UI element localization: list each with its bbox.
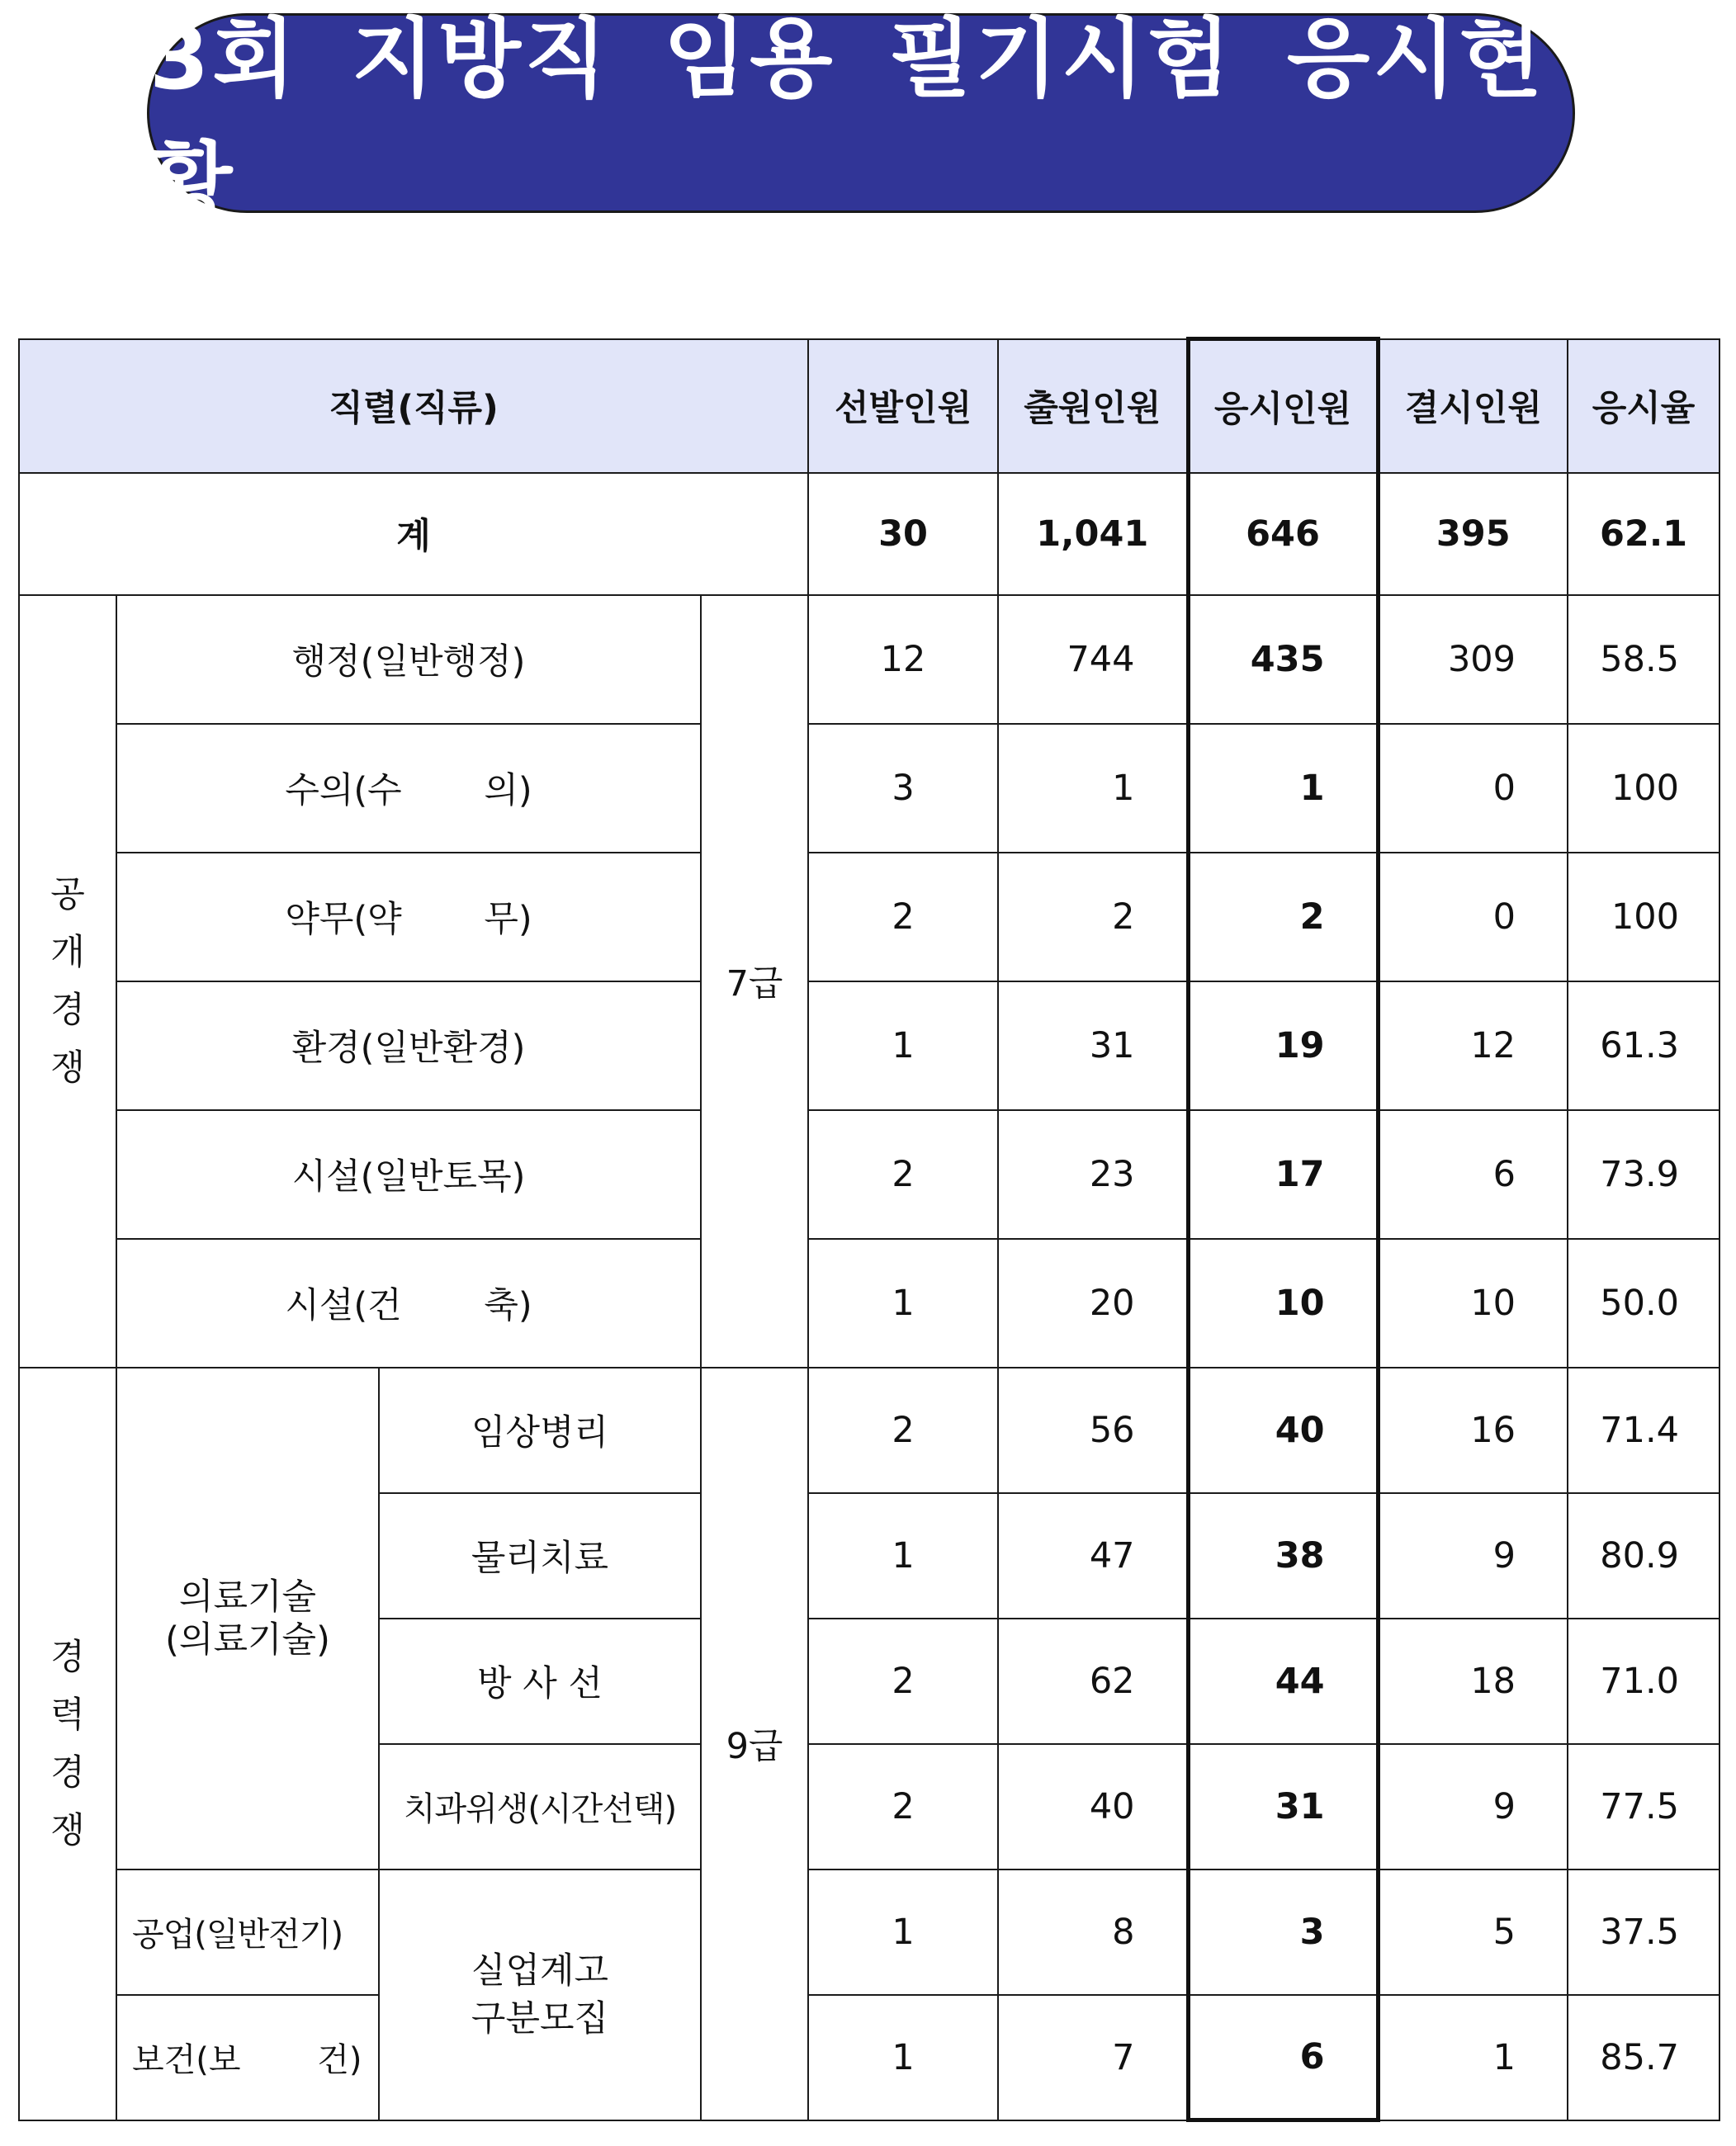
row-label: 공업(일반전기) xyxy=(116,1869,379,1995)
cell-attended: 6 xyxy=(1188,1995,1378,2120)
cell-absent: 0 xyxy=(1378,724,1568,853)
cell-selected: 2 xyxy=(808,853,998,981)
cell-attended: 2 xyxy=(1188,853,1378,981)
table-row xyxy=(19,595,1719,724)
total-selected: 30 xyxy=(808,473,998,595)
total-row xyxy=(19,473,1719,595)
cell-selected: 2 xyxy=(808,1619,998,1744)
cell-selected: 2 xyxy=(808,1744,998,1869)
cell-rate: 37.5 xyxy=(1568,1869,1719,1995)
cell-applied: 1 xyxy=(998,724,1188,853)
row-label: 수의(수 의) xyxy=(116,724,701,853)
cell-attended: 10 xyxy=(1188,1239,1378,1368)
cell-applied: 31 xyxy=(998,981,1188,1110)
cell-attended: 31 xyxy=(1188,1744,1378,1869)
total-attended: 646 xyxy=(1188,473,1378,595)
cell-absent: 10 xyxy=(1378,1239,1568,1368)
row-label: 약무(약 무) xyxy=(116,853,701,981)
cell-selected: 1 xyxy=(808,981,998,1110)
cell-rate: 73.9 xyxy=(1568,1110,1719,1239)
medical-group: 의료기술 (의료기술) xyxy=(116,1368,379,1869)
cell-rate: 85.7 xyxy=(1568,1995,1719,2120)
row-label: 보건(보 건) xyxy=(116,1995,379,2120)
cell-applied: 56 xyxy=(998,1368,1188,1493)
header-absent: 결시인원 xyxy=(1378,339,1568,473)
header-applied: 출원인원 xyxy=(998,339,1188,473)
cell-rate: 71.0 xyxy=(1568,1619,1719,1744)
total-applied: 1,041 xyxy=(998,473,1188,595)
group-career: 경 력 경 쟁 xyxy=(19,1368,116,2120)
row-label: 시설(건 축) xyxy=(116,1239,701,1368)
cell-selected: 1 xyxy=(808,1493,998,1619)
header-row xyxy=(19,339,1719,473)
cell-attended: 1 xyxy=(1188,724,1378,853)
cell-rate: 100 xyxy=(1568,724,1719,853)
cell-attended: 44 xyxy=(1188,1619,1378,1744)
cell-selected: 1 xyxy=(808,1869,998,1995)
header-job: 직렬(직류) xyxy=(19,339,808,473)
cell-absent: 309 xyxy=(1378,595,1568,724)
cell-selected: 3 xyxy=(808,724,998,853)
cell-absent: 12 xyxy=(1378,981,1568,1110)
header-selected: 선발인원 xyxy=(808,339,998,473)
cell-absent: 9 xyxy=(1378,1744,1568,1869)
cell-applied: 2 xyxy=(998,853,1188,981)
table-row xyxy=(19,1368,1719,1493)
total-rate: 62.1 xyxy=(1568,473,1719,595)
cell-applied: 47 xyxy=(998,1493,1188,1619)
cell-attended: 3 xyxy=(1188,1869,1378,1995)
table-row xyxy=(19,853,1719,981)
cell-attended: 17 xyxy=(1188,1110,1378,1239)
row-label: 물리치료 xyxy=(379,1493,701,1619)
cell-applied: 62 xyxy=(998,1619,1188,1744)
cell-absent: 5 xyxy=(1378,1869,1568,1995)
table-row xyxy=(19,1995,1719,2120)
grade-9: 9급 xyxy=(701,1368,808,2120)
page-title: 3회 지방직 임용 필기시험 응시현황 xyxy=(149,8,1546,233)
table-row xyxy=(19,1239,1719,1368)
table-row xyxy=(19,981,1719,1110)
cell-applied: 20 xyxy=(998,1239,1188,1368)
group-open: 공 개 경 쟁 xyxy=(19,595,116,1368)
cell-absent: 9 xyxy=(1378,1493,1568,1619)
total-label: 계 xyxy=(19,473,808,595)
cell-absent: 1 xyxy=(1378,1995,1568,2120)
cell-applied: 7 xyxy=(998,1995,1188,2120)
row-label: 시설(일반토목) xyxy=(116,1110,701,1239)
table-row xyxy=(19,1869,1719,1995)
cell-rate: 71.4 xyxy=(1568,1368,1719,1493)
row-label: 방 사 선 xyxy=(379,1619,701,1744)
cell-applied: 40 xyxy=(998,1744,1188,1869)
cell-absent: 16 xyxy=(1378,1368,1568,1493)
cell-absent: 0 xyxy=(1378,853,1568,981)
cell-attended: 40 xyxy=(1188,1368,1378,1493)
cell-selected: 1 xyxy=(808,1239,998,1368)
total-absent: 395 xyxy=(1378,473,1568,595)
cell-applied: 744 xyxy=(998,595,1188,724)
cell-rate: 50.0 xyxy=(1568,1239,1719,1368)
cell-absent: 18 xyxy=(1378,1619,1568,1744)
cell-rate: 80.9 xyxy=(1568,1493,1719,1619)
row-label: 임상병리 xyxy=(379,1368,701,1493)
cell-attended: 435 xyxy=(1188,595,1378,724)
cell-selected: 2 xyxy=(808,1368,998,1493)
table-row xyxy=(19,724,1719,853)
header-rate: 응시율 xyxy=(1568,339,1719,473)
cell-selected: 12 xyxy=(808,595,998,724)
unemployment-group: 실업계고 구분모집 xyxy=(379,1869,701,2120)
row-label: 행정(일반행정) xyxy=(116,595,701,724)
cell-rate: 58.5 xyxy=(1568,595,1719,724)
cell-applied: 23 xyxy=(998,1110,1188,1239)
cell-attended: 38 xyxy=(1188,1493,1378,1619)
exam-status-table xyxy=(18,337,1720,2122)
cell-rate: 77.5 xyxy=(1568,1744,1719,1869)
title-banner xyxy=(147,8,1575,233)
cell-rate: 100 xyxy=(1568,853,1719,981)
header-attended: 응시인원 xyxy=(1188,339,1378,473)
row-label: 치과위생(시간선택) xyxy=(379,1744,701,1869)
table-row xyxy=(19,1110,1719,1239)
cell-applied: 8 xyxy=(998,1869,1188,1995)
row-label: 환경(일반환경) xyxy=(116,981,701,1110)
cell-selected: 1 xyxy=(808,1995,998,2120)
cell-absent: 6 xyxy=(1378,1110,1568,1239)
cell-selected: 2 xyxy=(808,1110,998,1239)
cell-attended: 19 xyxy=(1188,981,1378,1110)
grade-7: 7급 xyxy=(701,595,808,1368)
cell-rate: 61.3 xyxy=(1568,981,1719,1110)
